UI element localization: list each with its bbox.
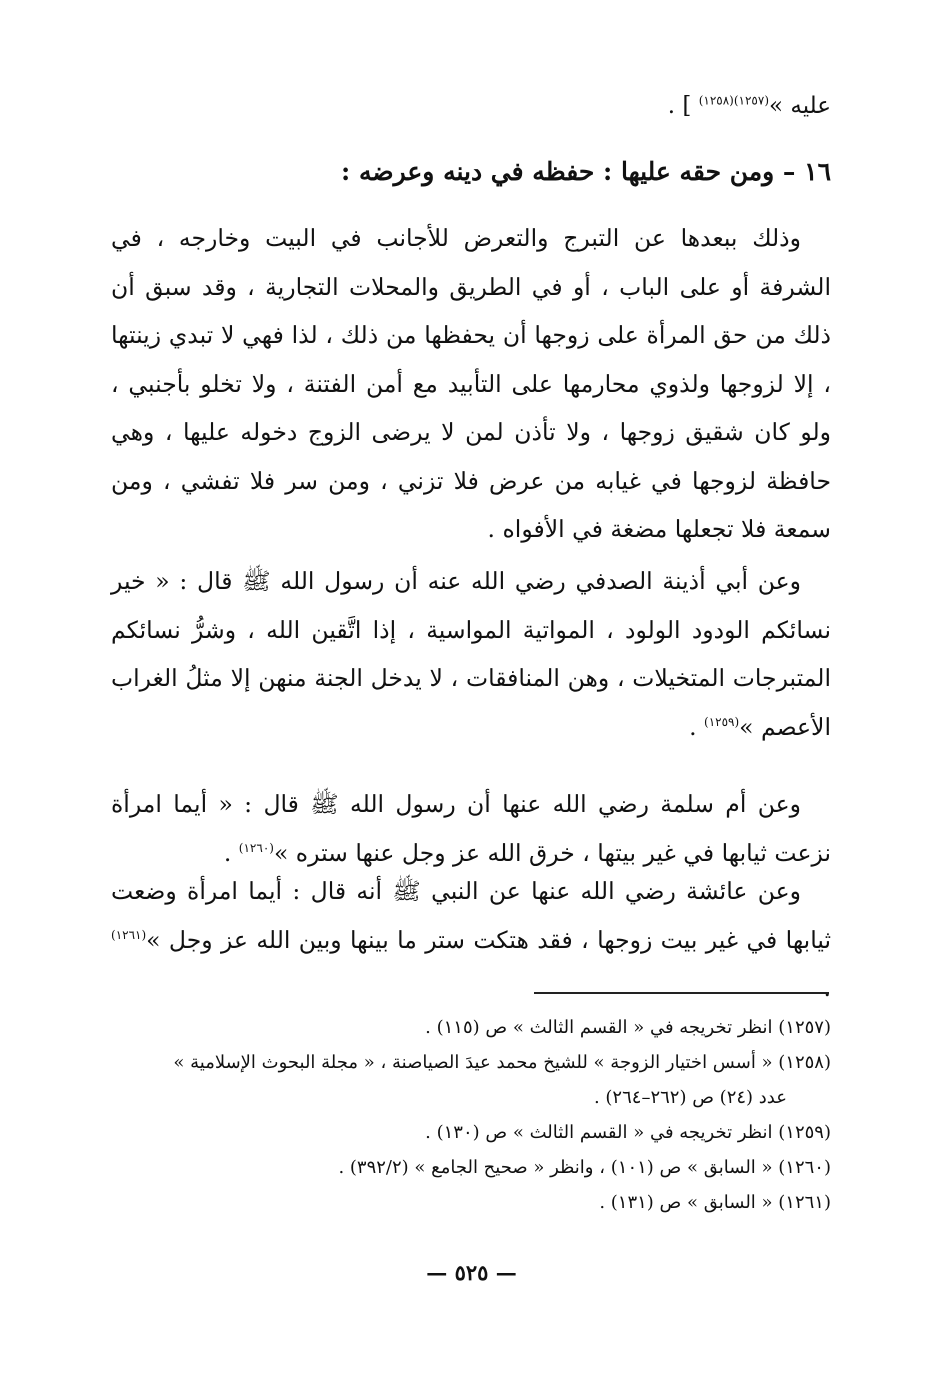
paragraph [111,780,831,877]
footnote-ref: (١٢٥٧)(١٢٥٨) [698,93,769,108]
footnote-ref: (١٢٥٩) [704,714,740,729]
footnote: (١٢٥٨) « أسس اختيار الزوجة » للشيخ محمد عيدَ الصياصنة ، « مجلة البحوث الإسلامية » [173,1052,831,1073]
paragraph-text: وذلك ببعدها عن التبرج والتعرض للأجانب في البيت وخارجه ، في الشرفة أو على الباب ، أو في الطريق والمحلات التجارية ، وقد سبق أن ذلك من حق المرأة على زوجها أن يحفظها من ذلك ، لذا فهي لا تبدي زينتها ، إلا لزوجها ولذوي محارمها على التأبيد مع أمن الفتنة ، ولا تخلو بأجنبي ، ولو كان شقيق زوجها ، ولا تأذن لمن لا يرضى الزوج دخوله عليها ، وهي حافظة لزوجها في غيابه من عرض فلا تزني ، ومن سر فلا تفشي ، ومن سمعة فلا تجعلها مضغة في الأفواه . [111,224,831,543]
paragraph-text: وعن أبي أذينة الصدفي رضي الله عنه أن رسول الله ﷺ قال : « خير نسائكم الودود الولود ، المواتية المواسية ، إذا اتَّقين الله ، وشرُّ نسائكم المتبرجات المتخيلات ، وهن المنافقات ، لا يدخل الجنة منهن إلا مثلُ الغراب الأعصم » [111,567,831,741]
page-number: — ٥٢٥ — [426,1260,517,1285]
footnote-continuation: عدد (٢٤) ص (٢٦٢–٢٦٤) . [593,1087,787,1108]
paragraph [111,214,831,554]
footnote: (١٢٥٩) انظر تخريجه في « القسم الثالث » ص (١٣٠) . [425,1122,831,1143]
paragraph-text: وعن عائشة رضي الله عنها عن النبي ﷺ أنه قال : أيما امرأة وضعت ثيابها في غير بيت زوجها ، فقد هتكت ستر ما بينها وبين الله عز وجل » [111,877,831,954]
carryover-end: ] . [667,93,692,119]
footnote-ref: (١٢٦١) [111,927,147,942]
footnote: (١٢٦٠) « السابق » ص (١٠١) ، وانظر « صحيح الجامع » (٣٩٢/٢) . [338,1157,831,1178]
footnote-ref: (١٢٦٠) [238,840,274,855]
footnotes [111,1010,831,1220]
carryover-text: عليه » [769,93,831,119]
section-heading: ١٦ – ومن حقه عليها : حفظه في دينه وعرضه : [341,157,831,186]
carryover-line [668,86,831,126]
footnote-separator [534,992,829,994]
footnote: (١٢٥٧) انظر تخريجه في « القسم الثالث » ص (١١٥) . [425,1017,831,1038]
paragraph-end: . [223,838,239,867]
paragraph-end: . [823,974,831,1002]
footnote: (١٢٦١) « السابق » ص (١٣١) . [599,1192,831,1213]
paragraph [111,557,831,751]
paragraph-end: . [689,712,705,741]
paragraph [111,867,831,1013]
paragraph-text: وعن أم سلمة رضي الله عنها أن رسول الله ﷺ قال : « أيما امرأة نزعت ثيابها في غير بيتها ، خرق الله عز وجل عنها ستره » [111,790,831,867]
